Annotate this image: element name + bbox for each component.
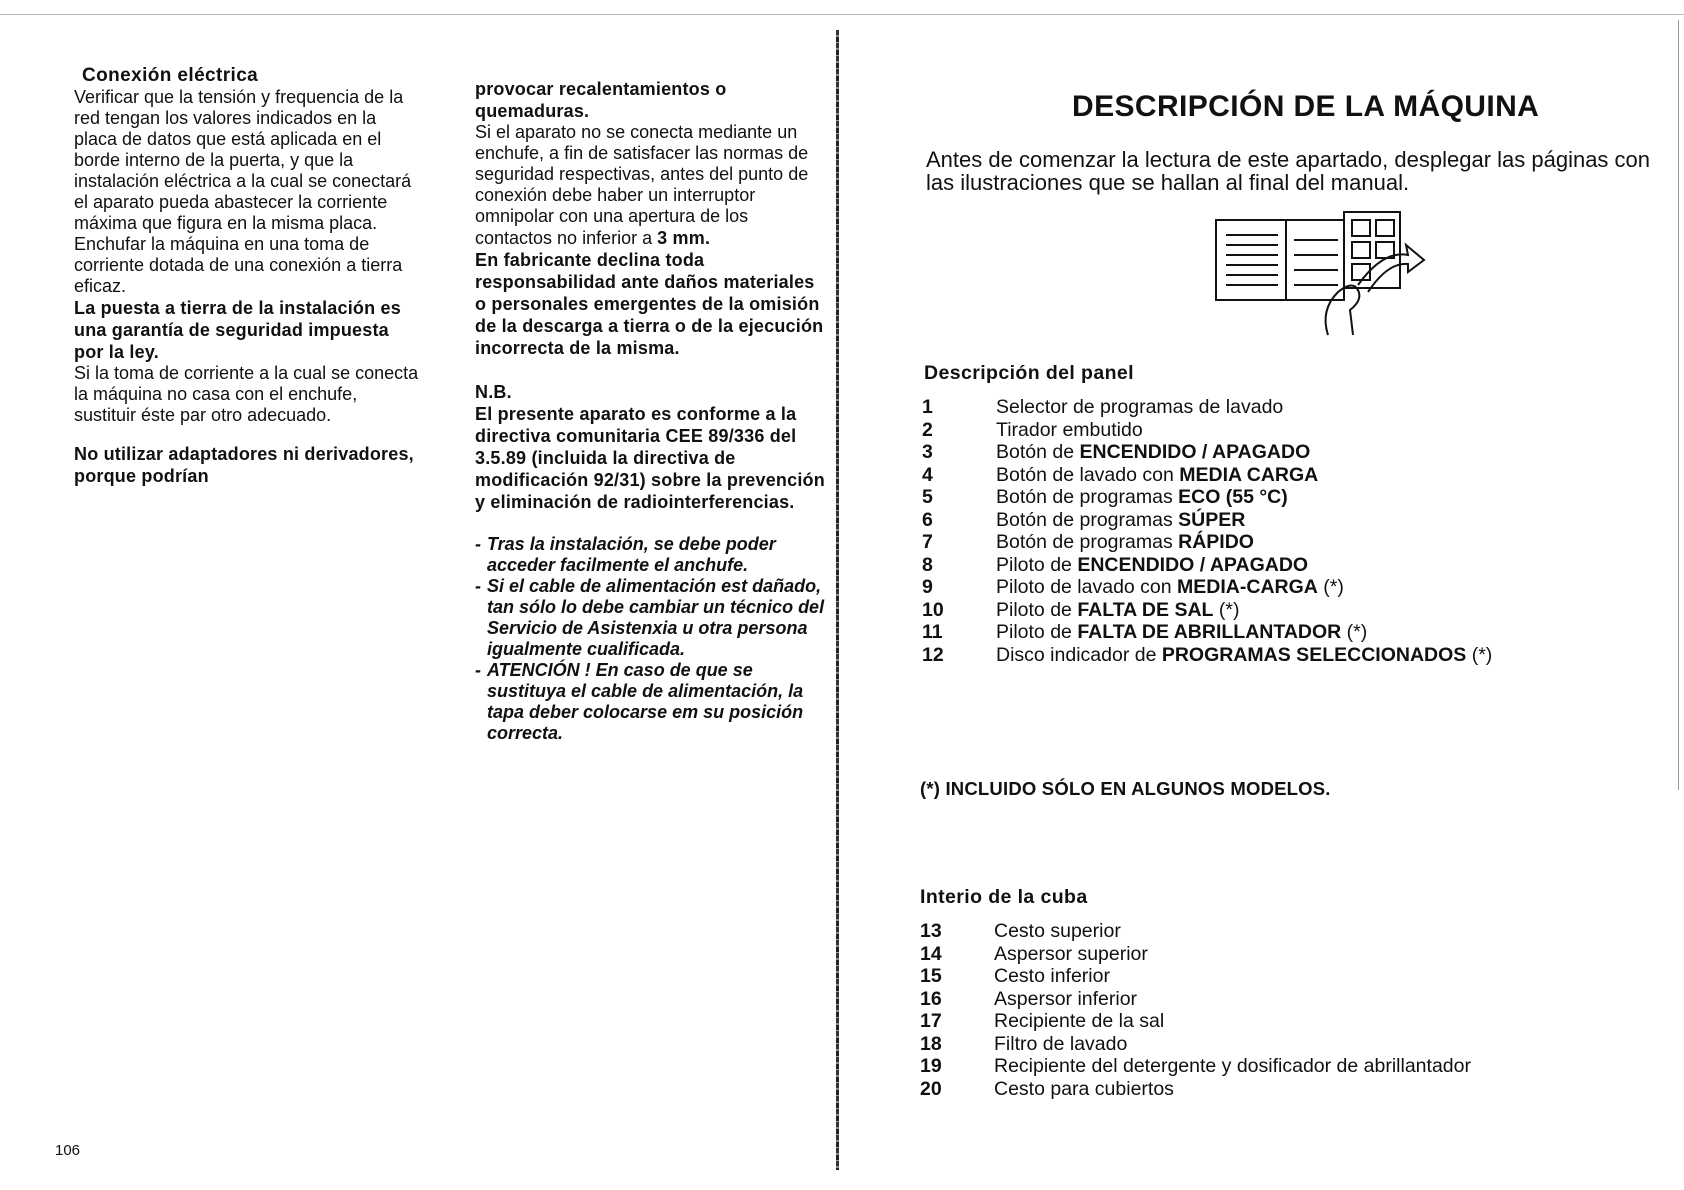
item-number: 5	[922, 486, 933, 508]
list-item	[920, 1010, 1471, 1033]
item-text: Piloto de ENCENDIDO / APAGADO	[996, 553, 1309, 576]
item-number: 3	[922, 441, 933, 463]
list-item	[922, 441, 1492, 464]
interior-section-heading: Interio de la cuba	[920, 886, 1088, 908]
item-number: 7	[922, 531, 933, 553]
list-item	[922, 644, 1492, 667]
item-text: Aspersor inferior	[994, 987, 1138, 1010]
list-item	[922, 599, 1492, 622]
bold-paragraph: No utilizar adaptadores ni derivadores, porque podrían	[74, 444, 414, 486]
item-text: Aspersor superior	[994, 942, 1148, 965]
item-number: 1	[922, 396, 933, 418]
list-item	[922, 621, 1492, 644]
item-text: Tirador embutido	[996, 418, 1143, 441]
left-column-1	[74, 65, 419, 487]
interior-items-list	[920, 920, 1471, 1100]
item-number: 10	[922, 598, 944, 621]
item-number: 17	[920, 1010, 942, 1032]
panel-section-heading: Descripción del panel	[924, 362, 1134, 384]
item-number: 18	[920, 1032, 942, 1055]
nb-text: El presente aparato es conforme a la directiva comunitaria CEE 89/336 del 3.5.89 (incluida la directiva de modificación 92/31) sobre la prevención y eliminación de radiointerferencias.	[475, 404, 825, 512]
notes-list	[475, 534, 825, 744]
item-number: 11	[922, 621, 943, 643]
paragraph: Verificar que la tensión y frequencia de la red tengan los valores indicados en la placa de datos que está aplicada en el borde interno de la puerta, y que la instalación eléctrica a la cual se conectará el aparato pueda abastecer la corriente máxima que figura en la misma placa.	[74, 87, 412, 233]
models-footnote: (*) INCLUIDO SÓLO EN ALGUNOS MODELOS.	[920, 778, 1331, 799]
item-text: Recipiente del detergente y dosificador de abrillantador	[994, 1055, 1471, 1077]
list-item: - Tras la instalación, se debe poder acceder facilmente el anchufe.	[475, 534, 825, 576]
item-number: 9	[922, 576, 933, 598]
item-text: Botón de programas ECO (55 °C)	[996, 486, 1288, 508]
manual-foldout-illustration	[1208, 210, 1428, 340]
list-item	[920, 920, 1471, 943]
item-text: Piloto de FALTA DE SAL (*)	[996, 598, 1240, 621]
item-number: 14	[920, 942, 942, 965]
list-item	[922, 419, 1492, 442]
nb-label: N.B.	[475, 382, 512, 402]
list-item	[922, 464, 1492, 487]
page-right-edge	[1678, 20, 1679, 790]
intro-paragraph: Antes de comenzar la lectura de este apartado, desplegar las páginas con las ilustraciones que se hallan al final del manual.	[926, 147, 1651, 195]
item-text: Cesto inferior	[994, 965, 1110, 987]
list-item	[920, 965, 1471, 988]
paragraph: Si la toma de corriente a la cual se conecta la máquina no casa con el enchufe, sustituir éste par otro adecuado.	[74, 363, 419, 425]
list-item	[920, 988, 1471, 1011]
item-number: 19	[920, 1055, 942, 1077]
list-item	[922, 396, 1492, 419]
item-text: Cesto para cubiertos	[994, 1077, 1174, 1100]
item-text: Botón de programas RÁPIDO	[996, 531, 1254, 553]
list-item	[922, 486, 1492, 509]
item-text: Filtro de lavado	[994, 1032, 1128, 1055]
page-top-edge	[0, 14, 1684, 15]
list-item	[922, 576, 1492, 599]
bold-paragraph: provocar recalentamientos o quemaduras.	[475, 79, 727, 121]
panel-items-list	[922, 396, 1492, 666]
item-text: Botón de ENCENDIDO / APAGADO	[996, 441, 1311, 463]
list-item	[922, 509, 1492, 532]
item-number: 2	[922, 418, 933, 441]
item-number: 16	[920, 987, 942, 1010]
bold-paragraph: En fabricante declina toda responsabilidad ante daños materiales o personales emergentes de la omisión de la descarga a tierra o de la ejecución incorrecta de la misma.	[475, 250, 824, 358]
list-item: - Si el cable de alimentación est dañado, tan sólo lo debe cambiar un técnico del Servicio de Asistenxia u otra persona igualmente cualificada.	[475, 576, 825, 660]
item-number: 20	[920, 1077, 942, 1100]
item-number: 13	[920, 920, 942, 942]
list-item: - ATENCIÓN ! En caso de que se sustituya el cable de alimentación, la tapa deber colocarse em su posición correcta.	[475, 660, 825, 744]
item-text: Piloto de lavado con MEDIA-CARGA (*)	[996, 576, 1344, 598]
list-item	[920, 1033, 1471, 1056]
list-item	[922, 531, 1492, 554]
section-heading-conexion: Conexión eléctrica	[82, 65, 259, 86]
paragraph: Enchufar la máquina en una toma de corriente dotada de una conexión a tierra eficaz.	[74, 234, 403, 296]
list-item	[922, 554, 1492, 577]
left-column-2	[475, 78, 825, 744]
paragraph: Si el aparato no se conecta mediante un enchufe, a fin de satisfacer las normas de seguridad respectivas, antes del punto de conexión debe haber un interruptor omnipolar con una apertura de los contactos no inferior a 3 mm.	[475, 122, 809, 248]
item-text: Disco indicador de PROGRAMAS SELECCIONADOS (*)	[996, 643, 1493, 666]
page-number: 106	[55, 1142, 81, 1159]
item-text: Selector de programas de lavado	[996, 396, 1284, 418]
item-number: 6	[922, 508, 933, 531]
item-text: Recipiente de la sal	[994, 1010, 1165, 1032]
item-number: 8	[922, 553, 933, 576]
item-number: 12	[922, 643, 944, 666]
list-item	[920, 1078, 1471, 1101]
bold-paragraph: La puesta a tierra de la instalación es una garantía de seguridad impuesta por la ley.	[74, 298, 401, 362]
item-text: Botón de lavado con MEDIA CARGA	[996, 463, 1319, 486]
item-text: Cesto superior	[994, 920, 1121, 942]
book-spine	[836, 30, 839, 1170]
list-item	[920, 943, 1471, 966]
list-item	[920, 1055, 1471, 1078]
item-text: Piloto de FALTA DE ABRILLANTADOR (*)	[996, 621, 1368, 643]
item-text: Botón de programas SÚPER	[996, 508, 1246, 531]
item-number: 15	[920, 965, 942, 987]
item-number: 4	[922, 463, 933, 486]
page-title: DESCRIPCIÓN DE LA MÁQUINA	[1072, 90, 1540, 123]
